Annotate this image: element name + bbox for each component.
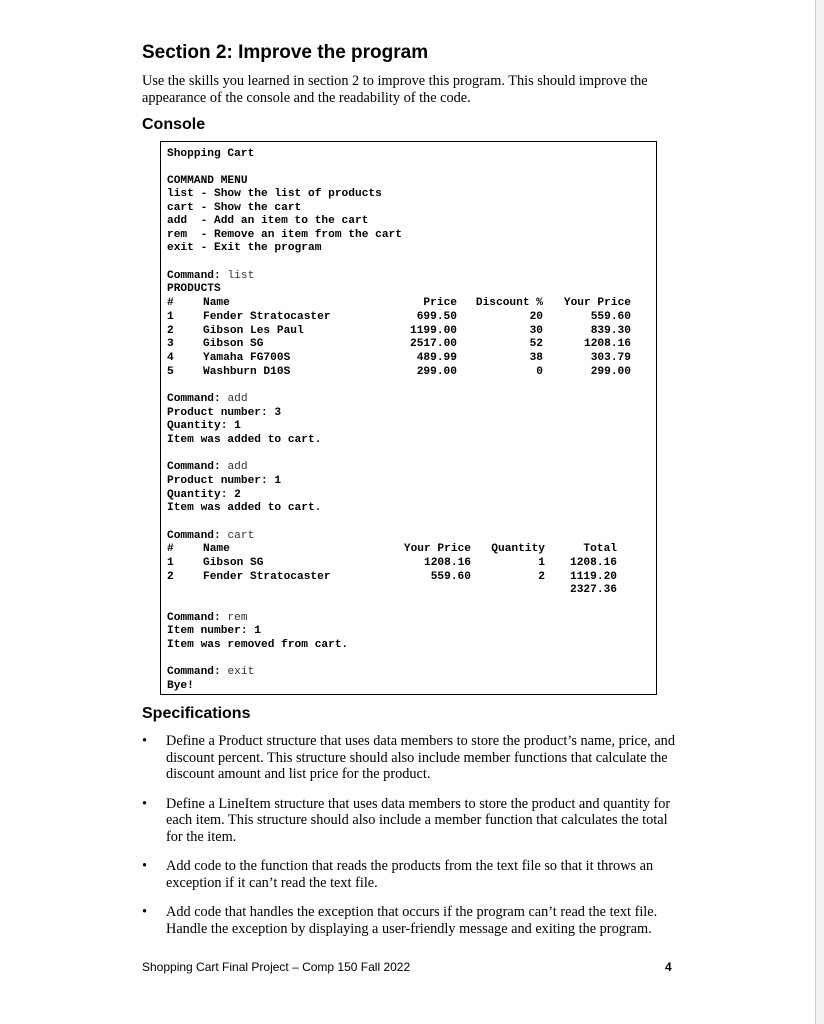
item-number-line: Item number: 1 (167, 625, 261, 637)
spec-text: Define a Product structure that uses data members to store the product’s name, price, and discount percent. This structure should also include member functions that calculate the discount amount and list price for the product. (166, 733, 675, 782)
page-number: 4 (665, 960, 672, 974)
menu-item-add: add - Add an item to the cart (167, 215, 369, 227)
command-input-value: rem (227, 612, 248, 624)
menu-item-list: list - Show the list of products (167, 188, 382, 200)
command-input-value: list (227, 270, 255, 282)
cell: Fender Stratocaster (203, 571, 331, 583)
product-number-line: Product number: 3 (167, 407, 282, 419)
cell: 699.50 (416, 311, 457, 323)
column-header: Your Price (403, 543, 471, 555)
cell: 1199.00 (410, 325, 457, 337)
cell: 839.30 (590, 325, 631, 337)
cell: Gibson Les Paul (203, 325, 304, 337)
bullet-icon: • (142, 904, 148, 920)
cell: 38 (529, 352, 543, 364)
column-header: Total (583, 543, 617, 555)
menu-item-cart: cart - Show the cart (167, 202, 302, 214)
column-header: Name (203, 297, 230, 309)
cell: 4 (167, 352, 174, 364)
cell: 2517.00 (410, 338, 457, 350)
spec-text: Add code to the function that reads the products from the text file so that it throws an exception if it can’t read the text file. (166, 858, 654, 891)
menu-header: COMMAND MENU (167, 175, 248, 187)
cell: 299.00 (416, 366, 457, 378)
result-message: Item was removed from cart. (167, 639, 349, 651)
spec-text: Define a LineItem structure that uses data members to store the product and quantity for each item. This structure should also include a member function that calculates the total for the item. (166, 795, 671, 845)
quantity-line: Quantity: 1 (167, 420, 241, 432)
cell: 2 (538, 571, 545, 583)
command-label: Command: (167, 612, 228, 624)
cell: 52 (529, 338, 543, 350)
cell: 303.79 (590, 352, 631, 364)
cell: 489.99 (416, 352, 457, 364)
product-number-line: Product number: 1 (167, 475, 282, 487)
cell: 1208.16 (570, 557, 617, 569)
bullet-icon: • (142, 795, 148, 812)
page-edge (815, 0, 824, 1024)
cart-total: 2327.36 (570, 584, 617, 596)
cell: Gibson SG (203, 338, 264, 350)
column-header: # (167, 543, 174, 555)
command-input-value: exit (227, 666, 255, 678)
bullet-icon: • (142, 858, 148, 874)
command-label: Command: (167, 530, 228, 542)
section-title: Section 2: Improve the program (142, 42, 429, 63)
column-header: Name (203, 543, 230, 555)
column-header: Quantity (491, 543, 545, 555)
cell: 559.60 (590, 311, 631, 323)
command-line-list (167, 270, 254, 283)
list-item (142, 858, 682, 891)
bye-message: Bye! (167, 680, 194, 692)
specifications-list (142, 733, 682, 950)
cell: Yamaha FG700S (203, 352, 291, 364)
cell: Fender Stratocaster (203, 311, 331, 323)
command-label: Command: (167, 393, 228, 405)
cell: 559.60 (430, 571, 471, 583)
cell: 1 (167, 557, 174, 569)
command-input-value: cart (227, 530, 255, 542)
cell: Gibson SG (203, 557, 264, 569)
cell: 1119.20 (570, 571, 617, 583)
cell: 1208.16 (424, 557, 471, 569)
command-input-value: add (227, 461, 248, 473)
console-output-box (160, 141, 657, 695)
command-line-exit (167, 666, 254, 679)
command-label: Command: (167, 666, 228, 678)
console-title: Shopping Cart (167, 148, 255, 160)
command-line-rem (167, 612, 248, 625)
cell: 1 (538, 557, 545, 569)
column-header: Your Price (563, 297, 631, 309)
command-input-value: add (227, 393, 248, 405)
column-header: Discount % (475, 297, 543, 309)
menu-item-rem: rem - Remove an item from the cart (167, 229, 402, 241)
page-footer: Shopping Cart Final Project – Comp 150 Fall 2022 (142, 960, 411, 974)
products-header: PRODUCTS (167, 283, 221, 295)
column-header: # (167, 297, 174, 309)
cell: Washburn D10S (203, 366, 291, 378)
quantity-line: Quantity: 2 (167, 489, 241, 501)
result-message: Item was added to cart. (167, 502, 322, 514)
cell: 1 (167, 311, 174, 323)
result-message: Item was added to cart. (167, 434, 322, 446)
intro-paragraph: Use the skills you learned in section 2 to improve this program. This should improve the appearance of the console and the readability of the code. (142, 73, 648, 106)
spec-text: Add code that handles the exception that occurs if the program can’t read the text file. Handle the exception by displaying a user-friendly message and exiting the program. (166, 904, 658, 937)
list-item (142, 733, 682, 783)
cell: 5 (167, 366, 174, 378)
list-item (142, 904, 682, 937)
bullet-icon: • (142, 733, 148, 749)
command-line-add (167, 393, 248, 406)
console-heading: Console (142, 116, 206, 133)
command-line-add (167, 461, 248, 474)
command-label: Command: (167, 270, 228, 282)
cell: 3 (167, 338, 174, 350)
menu-item-exit: exit - Exit the program (167, 242, 322, 254)
cell: 30 (529, 325, 543, 337)
cell: 1208.16 (584, 338, 631, 350)
cell: 2 (167, 571, 174, 583)
cell: 0 (536, 366, 543, 378)
command-line-cart (167, 530, 254, 543)
list-item (142, 796, 682, 846)
column-header: Price (423, 297, 457, 309)
cell: 2 (167, 325, 174, 337)
cell: 299.00 (590, 366, 631, 378)
cell: 20 (529, 311, 543, 323)
specifications-heading: Specifications (142, 705, 251, 722)
command-label: Command: (167, 461, 228, 473)
